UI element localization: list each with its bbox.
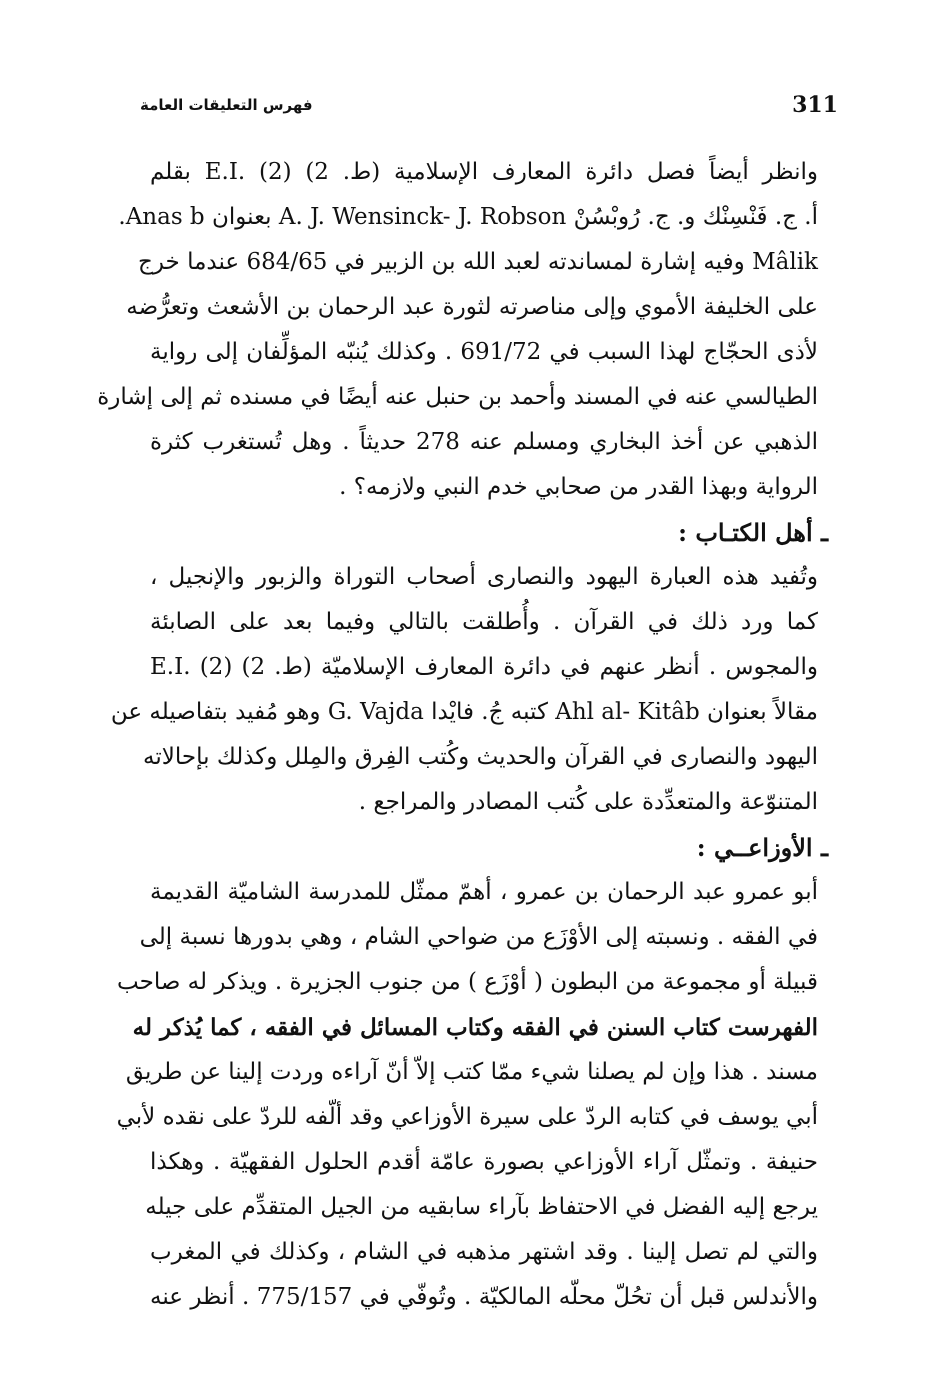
text-line: لأذى الحجّاج لهذا السبب في 691/72 . وكذلك يُنبّه المؤلِّفان إلى رواية: [150, 339, 818, 365]
text-line: وانظر أيضاً فصل دائرة المعارف الإسلامية (ط. 2) (2) .E.I بقلم: [150, 159, 818, 185]
text-line: Mâlik وفيه إشارة لمساندته لعبد الله بن الزبير في 684/65 عندما خرج: [138, 249, 818, 275]
text-line: أبو عمرو عبد الرحمان بن عمرو ، أهمّ ممثّل للمدرسة الشاميّة القديمة: [150, 879, 818, 905]
text-line: يرجع إليه الفضل في الاحتفاظ بآراء سابقيه من الجيل المتقدِّم على جيله: [145, 1194, 818, 1220]
text-line: وتُفيد هذه العبارة اليهود والنصارى أصحاب التوراة والزبور والإنجيل ،: [150, 564, 818, 590]
text-line: مقالاً بعنوان Ahl al- Kitâb كتبه جُ. فايْدا G. Vajda وهو مُفيد بتفاصيله عن: [110, 699, 818, 725]
body-text: [97, 150, 828, 1320]
text-line: والمجوس . أنظر عنهم في دائرة المعارف الإسلاميّة (ط. 2) (2) .E.I: [150, 654, 818, 680]
text-line: الطيالسي عنه في المسند وأحمد بن حنبل عنه أيضًا في مسنده ثم إلى إشارة: [97, 384, 818, 410]
text-line: اليهود والنصارى في القرآن والحديث وكُتب الفِرق والمِلل وكذلك بإحالاته: [143, 744, 818, 770]
page-number: 311: [792, 92, 838, 118]
section-heading-ahl-al-kitab: ـ أهل الكتـاب :: [678, 518, 828, 547]
text-line: الرواية وبهذا القدر من صحابي خدم النبي ولازمه؟ .: [339, 474, 818, 500]
page-header: [140, 92, 840, 126]
text-line: في الفقه . ونسبته إلى الأوْزَع من ضواحي الشام ، وهي بدورها نسبة إلى: [139, 924, 818, 950]
text-line: مسند . هذا وإن لم يصلنا شيء ممّا كتب إلاّ أنّ آراءه وردت إلينا عن طريق: [125, 1059, 818, 1085]
text-line: الفهرست كتاب السنن في الفقه وكتاب المسائل في الفقه ، كما يُذكر له: [132, 1014, 818, 1041]
text-line: قبيلة أو مجموعة من البطون ( أوْزَع ) من جنوب الجزيرة . ويذكر له صاحب: [117, 969, 818, 995]
text-line: أ. ج. فَنْسِنْك و. ج. رُوبْسُنْ A. J. Wensinck- J. Robson بعنوان Anas b.: [118, 204, 818, 230]
running-title: فهرس التعليقات العامة: [140, 96, 313, 114]
text-line: والأندلس قبل أن تحُلّ محلّه المالكيّة . وتُوفّي في 775/157 . أنظر عنه: [150, 1284, 818, 1310]
text-line: الذهبي عن أخذ البخاري ومسلم عنه 278 حديثاً . وهل تُستغرب كثرة: [150, 429, 819, 455]
text-line: على الخليفة الأموي وإلى مناصرته لثورة عبد الرحمان بن الأشعث وتعرُّضه: [126, 294, 818, 320]
text-line: المتنوّعة والمتعدِّدة على كُتب المصادر والمراجع .: [358, 789, 818, 815]
text-line: كما ورد ذلك في القرآن . وأُطلقت بالتالي وفيما بعد على الصابئة: [150, 609, 818, 635]
text-line: حنيفة . وتمثّل آراء الأوزاعي بصورة عامّة أقدم الحلول الفقهيّة . وهكذا: [150, 1149, 818, 1175]
text-line: أبي يوسف في كتابه الردّ على سيرة الأوزاعي وقد ألّفه للردّ على نقده لأبي: [116, 1104, 818, 1130]
text-line: والتي لم تصل إلينا . وقد اشتهر مذهبه في الشام ، وكذلك في المغرب: [150, 1239, 818, 1265]
section-heading-awzai: ـ الأوزاعــي :: [696, 833, 828, 862]
